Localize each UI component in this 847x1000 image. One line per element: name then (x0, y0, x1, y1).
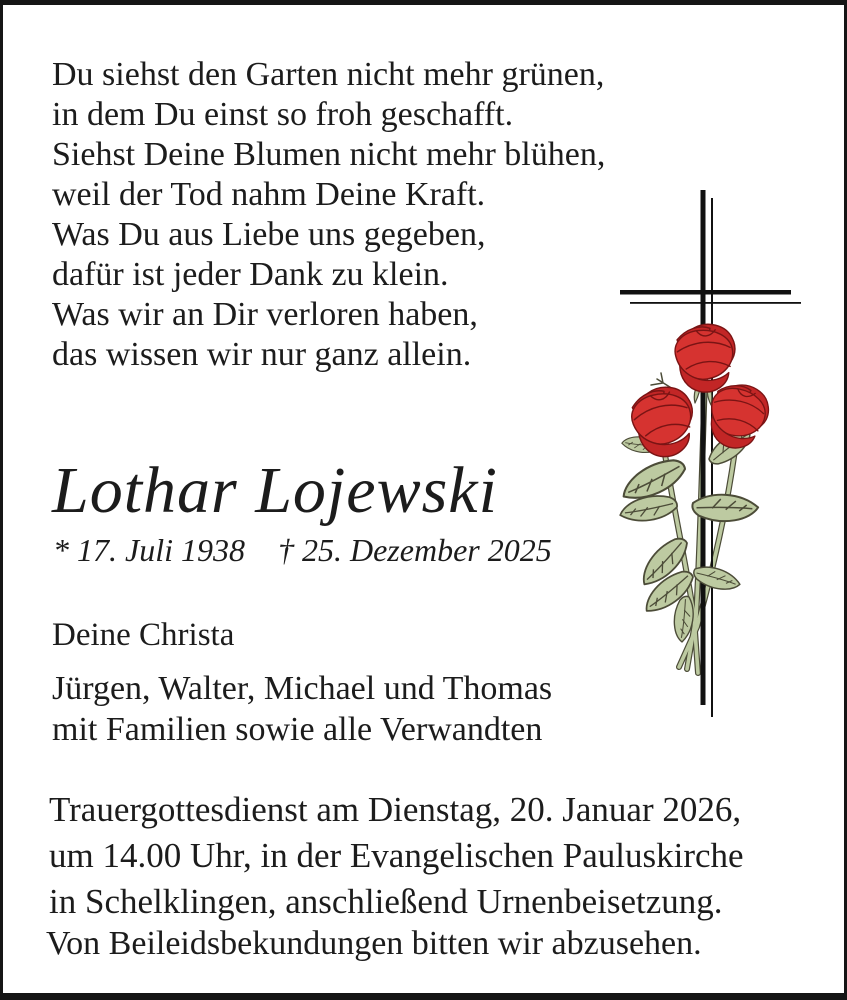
birth-date: * 17. Juli 1938 (53, 532, 245, 568)
poem-line: weil der Tod nahm Deine Kraft. (52, 176, 486, 213)
leaf-icon (620, 459, 688, 500)
poem-line: Was Du aus Liebe uns gegeben, (52, 216, 486, 253)
rose-icon (673, 322, 740, 395)
mourner-line: mit Familien sowie alle Verwandten (52, 711, 543, 748)
service-line: um 14.00 Uhr, in der Evangelischen Pauluskirche (49, 836, 744, 875)
poem-line: das wissen wir nur ganz allein. (52, 336, 472, 373)
mourner-line: Deine Christa (52, 617, 235, 653)
service-info (49, 787, 744, 925)
death-date: † 25. Dezember 2025 (277, 532, 552, 568)
life-dates (53, 532, 552, 569)
poem-line: Was wir an Dir verloren haben, (52, 296, 478, 333)
cross-and-roses-illustration (601, 177, 813, 737)
condolence-note: Von Beileidsbekundungen bitten wir abzusehen. (46, 925, 702, 962)
service-line: in Schelklingen, anschließend Urnenbeisetzung. (49, 882, 723, 921)
deceased-name: Lothar Lojewski (52, 454, 498, 527)
mourners (52, 615, 552, 750)
memorial-poem (52, 55, 605, 375)
service-line: Trauergottesdienst am Dienstag, 20. Januar 2026, (49, 790, 742, 829)
poem-line: in dem Du einst so froh geschafft. (52, 96, 514, 133)
mourner-line: Jürgen, Walter, Michael und Thomas (52, 670, 553, 707)
poem-line: Siehst Deine Blumen nicht mehr blühen, (52, 136, 606, 173)
poem-line: Du siehst den Garten nicht mehr grünen, (52, 56, 605, 93)
poem-line: dafür ist jeder Dank zu klein. (52, 256, 449, 293)
